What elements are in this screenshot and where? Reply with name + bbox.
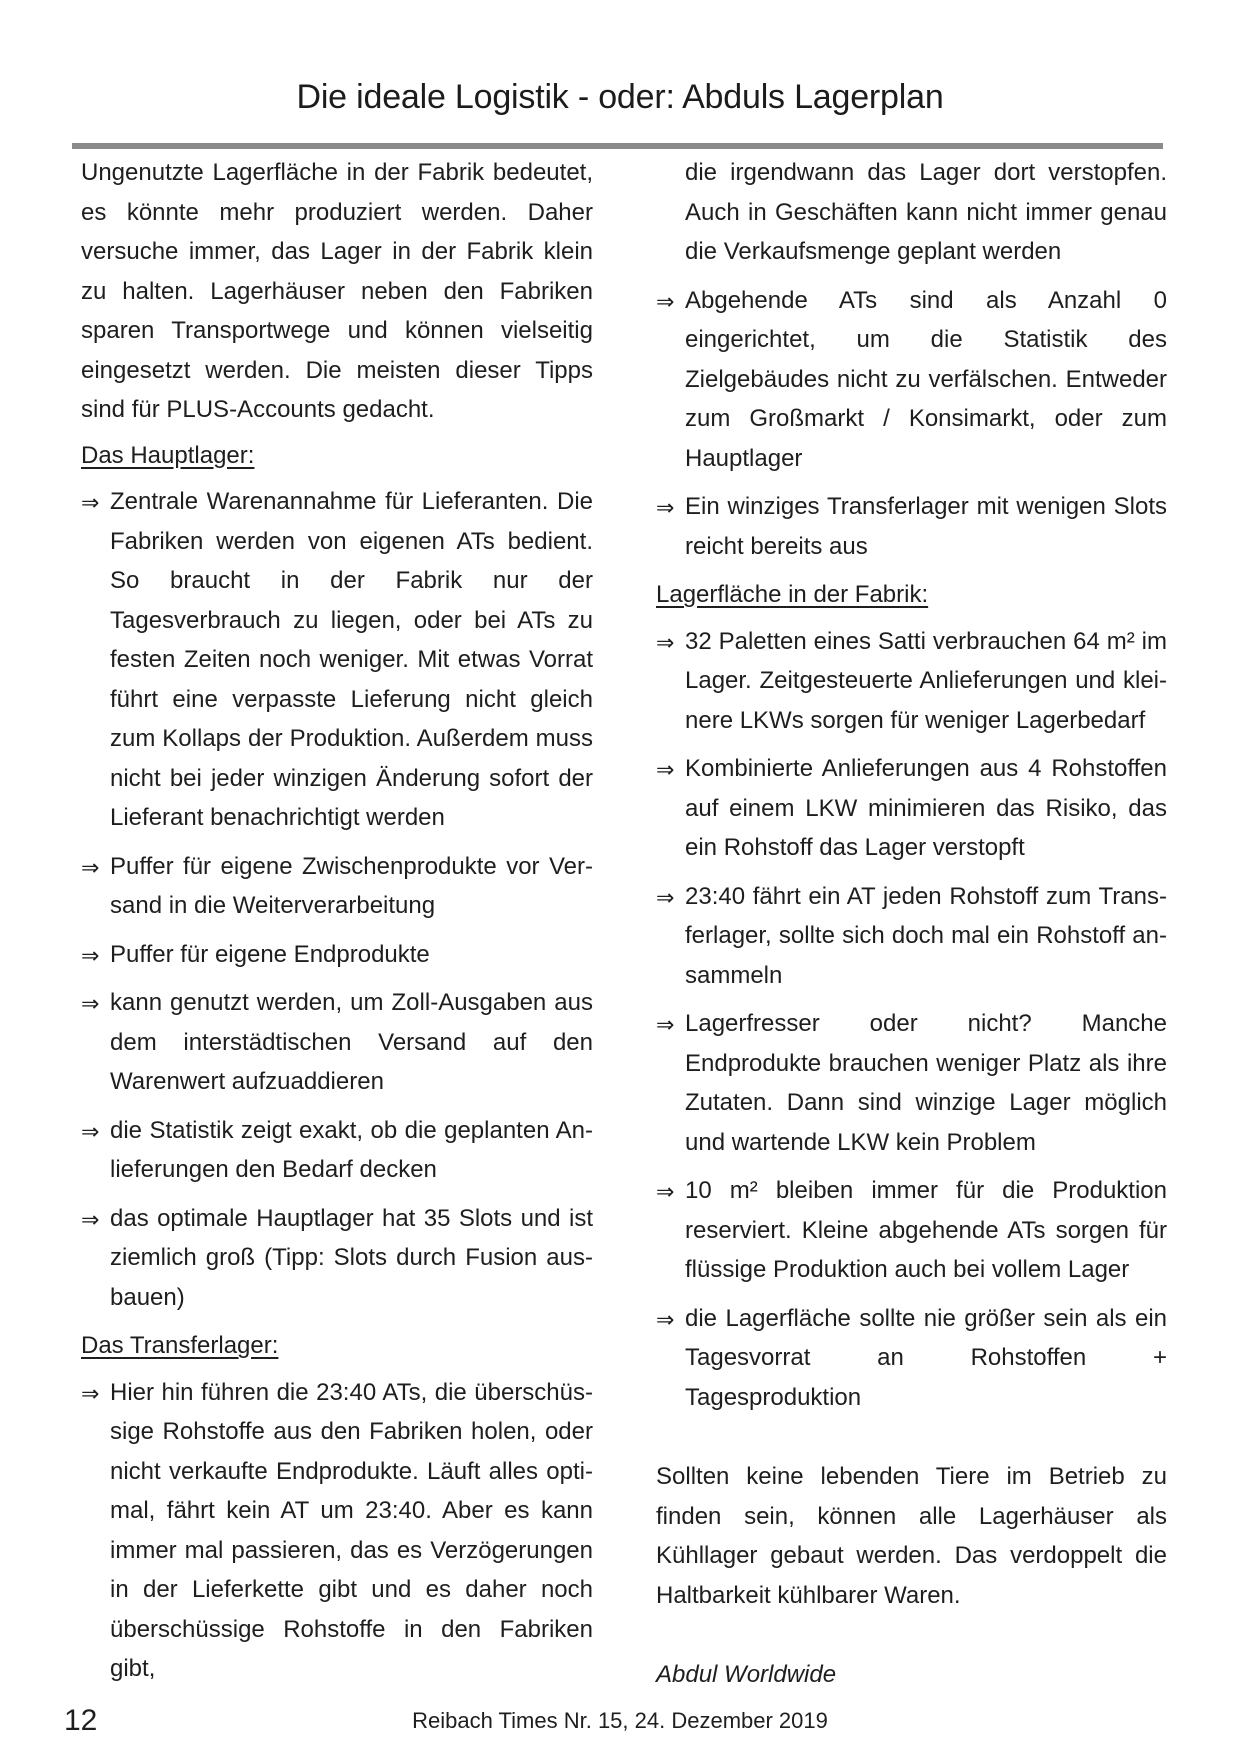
list-item-continuation: die irgendwann das Lager dort verstopfen. Auch in Geschäften kann nicht immer genau die Verkaufsmenge geplant werden: [685, 159, 1167, 265]
list-item: [656, 877, 1167, 996]
list-item-text: Hier hin führen die 23:40 ATs, die überschüssige Rohstoffe aus den Fabriken holen, oder nicht verkaufte Endprodukte. Läuft alles optimal, fährt kein AT um 23:40. Aber es kann immer mal passieren, das es Verzögerungen in der Lieferkette gibt und es daher noch überschüssige Rohstoffe in den Fabriken gibt,: [110, 1378, 593, 1682]
list-item: [81, 1199, 593, 1318]
transferlager-list: [81, 1373, 593, 1689]
transferlager-list-continued: [656, 281, 1167, 567]
list-item-text: Kombinierte Anlieferungen aus 4 Rohstoffen auf einem LKW minimieren das Risiko, das ein Rohstoff das Lager verstopft: [685, 755, 1167, 861]
list-item-text: Puffer für eigene Endprodukte: [110, 940, 430, 968]
list-item: [656, 749, 1167, 868]
list-item-text: das optimale Hauptlager hat 35 Slots und ist ziemlich groß (Tipp: Slots durch Fusion ausbauen): [110, 1204, 593, 1311]
heading-transferlager: Das Transferlager:: [81, 1332, 279, 1359]
list-item-text: kann genutzt werden, um Zoll-Ausgaben aus dem interstädtischen Versand auf den Warenwert aufzuaddieren: [110, 989, 593, 1095]
list-item: [656, 1004, 1167, 1162]
list-item: [656, 1299, 1167, 1418]
arrow-icon: ⇒: [81, 1119, 100, 1145]
left-column: [81, 153, 593, 1698]
fabrik-list: [656, 622, 1167, 1418]
list-item-text: Puffer für eigene Zwischenprodukte vor Versand in die Weiterverarbeitung: [110, 852, 593, 919]
arrow-icon: ⇒: [81, 1207, 100, 1233]
arrow-icon: ⇒: [81, 491, 100, 516]
list-item-text: Ein winziges Transferlager mit wenigen Slots reicht bereits aus: [685, 493, 1167, 560]
hauptlager-list: [81, 482, 593, 1317]
arrow-icon: ⇒: [656, 630, 675, 656]
intro-paragraph: Ungenutzte Lagerfläche in der Fabrik bedeutet, es könnte mehr produziert werden. Daher versuche immer, das Lager in der Fabrik klein zu halten. Lagerhäuser neben den Fabriken sparen Transportwege und können vielseitig eingesetzt werden. Die meisten dieser Tipps sind für PLUS-Accounts gedacht.: [81, 159, 593, 423]
right-column: [656, 153, 1167, 1695]
title-divider: [72, 143, 1163, 149]
arrow-icon: ⇒: [656, 1307, 675, 1333]
list-item: [656, 622, 1167, 741]
list-item: [81, 1111, 593, 1190]
page-title: Die ideale Logistik - oder: Abduls Lagerplan: [296, 78, 944, 116]
list-item: [81, 482, 593, 838]
arrow-icon: ⇒: [656, 1180, 675, 1205]
list-item: [81, 1373, 593, 1689]
page-number: 12: [64, 1704, 98, 1737]
arrow-icon: ⇒: [81, 943, 100, 969]
list-item: [81, 847, 593, 926]
list-item-text: 10 m² bleiben immer für die Produktion reserviert. Kleine abgehende ATs sorgen für flüssige Produktion auch bei vollem Lager: [685, 1177, 1167, 1283]
heading-hauptlager: Das Hauptlager:: [81, 441, 255, 469]
arrow-icon: ⇒: [81, 992, 100, 1017]
arrow-icon: ⇒: [656, 289, 675, 315]
arrow-icon: ⇒: [656, 758, 675, 783]
list-item-text: die Lagerfläche sollte nie größer sein als ein Tagesvorrat an Rohstoffen + Tagesproduktion: [685, 1304, 1167, 1411]
closing-paragraph: Sollten keine lebenden Tiere im Betrieb zu finden sein, können alle Lagerhäuser als Kühllager gebaut werden. Das verdoppelt die Haltbarkeit kühlbarer Waren.: [656, 1463, 1167, 1609]
list-item: [81, 983, 593, 1102]
list-item: [656, 487, 1167, 566]
arrow-icon: ⇒: [656, 496, 675, 521]
list-item: [656, 281, 1167, 479]
list-item: [81, 935, 593, 975]
list-item-text: die Statistik zeigt exakt, ob die geplanten Anlieferungen den Bedarf decken: [110, 1116, 593, 1183]
arrow-icon: ⇒: [81, 1381, 100, 1407]
list-item-text: Lagerfresser oder nicht? Manche Endprodukte brauchen weniger Platz als ihre Zutaten. Dann sind winzige Lager möglich und wartende LKW kein Problem: [685, 1010, 1167, 1156]
publication-footer: Reibach Times Nr. 15, 24. Dezember 2019: [412, 1708, 828, 1733]
list-item-text: 32 Paletten eines Satti verbrauchen 64 m² im Lager. Zeitgesteuerte Anlieferungen und kleinere LKWs sorgen für weniger Lagerbedarf: [685, 627, 1167, 734]
list-item-text: 23:40 fährt ein AT jeden Rohstoff zum Transferlager, sollte sich doch mal ein Rohstoff ansammeln: [685, 882, 1167, 989]
heading-lagerflaeche-fabrik: Lagerfläche in der Fabrik:: [656, 581, 929, 608]
list-item-text: Zentrale Warenannahme für Lieferanten. Die Fabriken werden von eigenen ATs bedient. So braucht in der Fabrik nur der Tagesverbrauch zu liegen, oder bei ATs zu festen Zeiten noch weniger. Mit etwas Vorrat führt eine verpasste Lieferung nicht gleich zum Kollaps der Produktion. Außerdem muss nicht bei jeder winzigen Änderung sofort der Lieferant benachrichtigt werden: [110, 488, 593, 831]
arrow-icon: ⇒: [656, 885, 675, 911]
list-item-text: Abgehende ATs sind als Anzahl 0 eingerichtet, um die Statistik des Zielgebäudes nicht zu verfälschen. Entweder zum Großmarkt / Konsimarkt, oder zum Hauptlager: [685, 286, 1167, 472]
list-item: [656, 1171, 1167, 1290]
arrow-icon: ⇒: [656, 1013, 675, 1038]
arrow-icon: ⇒: [81, 855, 100, 881]
author-signature: Abdul Worldwide: [656, 1661, 837, 1688]
